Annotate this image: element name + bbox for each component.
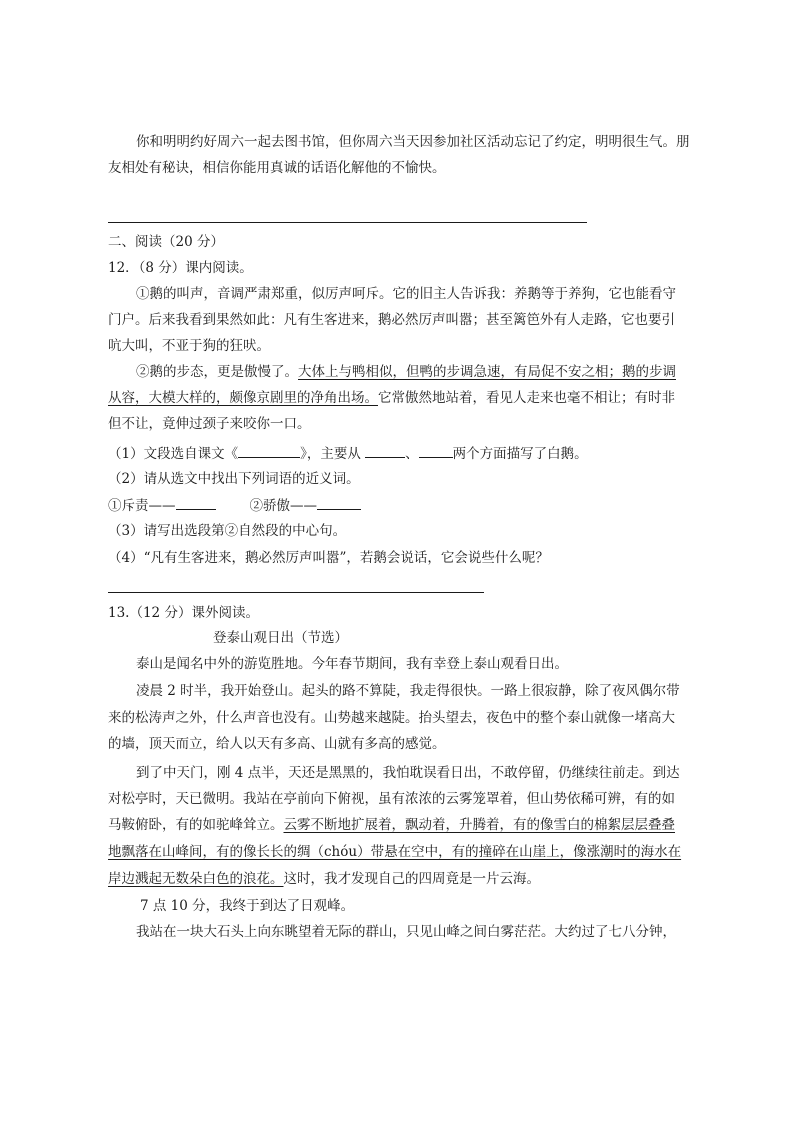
passage-paragraph-5: 我站在一块大石头上向东眺望着无际的群山，只见山峰之间白雾茫茫。大约过了七八分钟， — [136, 924, 676, 940]
lesson-title-blank[interactable] — [238, 443, 300, 458]
passage-text: 这时，我才发现自己的四周竟是一片云海。 — [283, 871, 540, 887]
synonym-blank-2[interactable] — [317, 495, 361, 510]
writing-prompt-line-2: 友相处有秘诀，相信你能用真诚的话语化解他的不愉快。 — [108, 160, 446, 176]
q12-paragraph-2-line: 但不让，竟伸过颈子来咬你一口。 — [108, 416, 311, 432]
q12-paragraph-2-line — [108, 388, 675, 408]
passage-text: 马鞍俯卧，有的如驼峰耸立。 — [108, 817, 284, 833]
passage-paragraph-4: 7 点 10 分，我终于到达了日观峰。 — [140, 898, 355, 914]
q12-paragraph-1-line: ①鹅的叫声，音调严肃郑重，似厉声呵斥。它的旧主人告诉我：养鹅等于养狗，它也能看守 — [136, 286, 676, 302]
aspect-blank-1[interactable] — [365, 443, 405, 458]
writing-prompt-line-1: 你和明明约好周六一起去图书馆，但你周六当天因参加社区活动忘记了约定，明明很生气。朋 — [136, 134, 690, 150]
synonym-blank-1[interactable] — [176, 495, 216, 510]
answer-line[interactable] — [108, 592, 484, 593]
underlined-sentence: 岸边溅起无数朵白色的浪花。 — [108, 871, 284, 887]
passage-paragraph-3-line — [108, 815, 675, 835]
underlined-sentence: 云雾不断地扩展着，飘动着，升腾着，有的像雪白的棉絮层层叠叠 — [283, 817, 675, 833]
q12-paragraph-1-line: 门户。后来我看到果然如此：凡有生客进来，鹅必然厉声叫嚣；甚至篱笆外有人走路，它也要引 — [108, 312, 675, 328]
sub-question-2: （2）请从选文中找出下列词语的近义词。 — [108, 471, 360, 487]
q12-text: ②鹅的步态，更是傲慢了。 — [136, 364, 298, 380]
sub1-text: 两个方面描写了白鹅。 — [452, 446, 588, 462]
passage-paragraph-3-line: 对松亭时，天已微明。我站在亭前向下俯视，虽有浓浓的云雾笼罩着，但山势依稀可辨，有的如 — [108, 791, 675, 807]
passage-paragraph-3-line — [108, 842, 681, 862]
underlined-sentence: 地飘落在山峰间，有的像长长的绸（chóu）带悬在空中，有的撞碎在山崖上，像涨潮时的海水在 — [108, 844, 682, 860]
sub-question-3: （3）请写出选段第②自然段的中心句。 — [108, 523, 347, 539]
synonym-item-2: ②骄傲—— — [249, 498, 317, 514]
passage-paragraph-2-line: 来的松涛声之外，什么声音也没有。山势越来越陡。抬头望去，夜色中的整个泰山就像一堵高大 — [108, 710, 675, 726]
sub-question-1 — [108, 443, 588, 464]
q12-paragraph-1-line: 吭大叫，不亚于狗的狂吠。 — [108, 338, 270, 354]
sub1-text: 、 — [405, 446, 419, 462]
sub-question-4: （4）“凡有生客进来，鹅必然厉声叫嚣”，若鹅会说话，它会说些什么呢？ — [108, 550, 549, 566]
sub1-text: （1）文段选自课文《 — [108, 446, 239, 462]
section-heading: 二、阅读（20 分） — [108, 234, 224, 250]
aspect-blank-2[interactable] — [419, 443, 453, 458]
passage-paragraph-3-line: 到了中天门，刚 4 点半，天还是黑黑的，我怕耽误看日出，不敢停留，仍继续往前走。到达 — [136, 765, 680, 781]
sub1-text: 》，主要从 — [300, 446, 366, 462]
q12-text: 它常傲然地站着，看见人走来也毫不相让；有时非 — [378, 390, 675, 406]
question-13-title: 13.（12 分）课外阅读。 — [108, 605, 259, 621]
passage-title: 登泰山观日出（节选） — [213, 630, 348, 646]
underlined-sentence: 从容，大模大样的，颇像京剧里的净角出场。 — [108, 390, 378, 406]
underlined-sentence: 大体上与鸭相似，但鸭的步调急速，有局促不安之相；鹅的步调 — [298, 364, 676, 380]
synonym-item-1: ①斥责—— — [108, 498, 176, 514]
question-12-title: 12．（8 分）课内阅读。 — [108, 260, 253, 276]
passage-paragraph-1: 泰山是闻名中外的游览胜地。今年春节期间，我有幸登上泰山观看日出。 — [136, 656, 568, 672]
q12-paragraph-2-line — [136, 362, 676, 382]
passage-paragraph-2-line: 的墙，顶天而立，给人以天有多高、山就有多高的感觉。 — [108, 736, 446, 752]
passage-paragraph-3-line — [108, 869, 540, 889]
passage-paragraph-2-line: 凌晨 2 时半，我开始登山。起头的路不算陡，我走得很快。一路上很寂静，除了夜风偶尔带 — [136, 683, 680, 699]
sub-question-2-items — [108, 495, 361, 516]
answer-line[interactable] — [108, 222, 587, 223]
